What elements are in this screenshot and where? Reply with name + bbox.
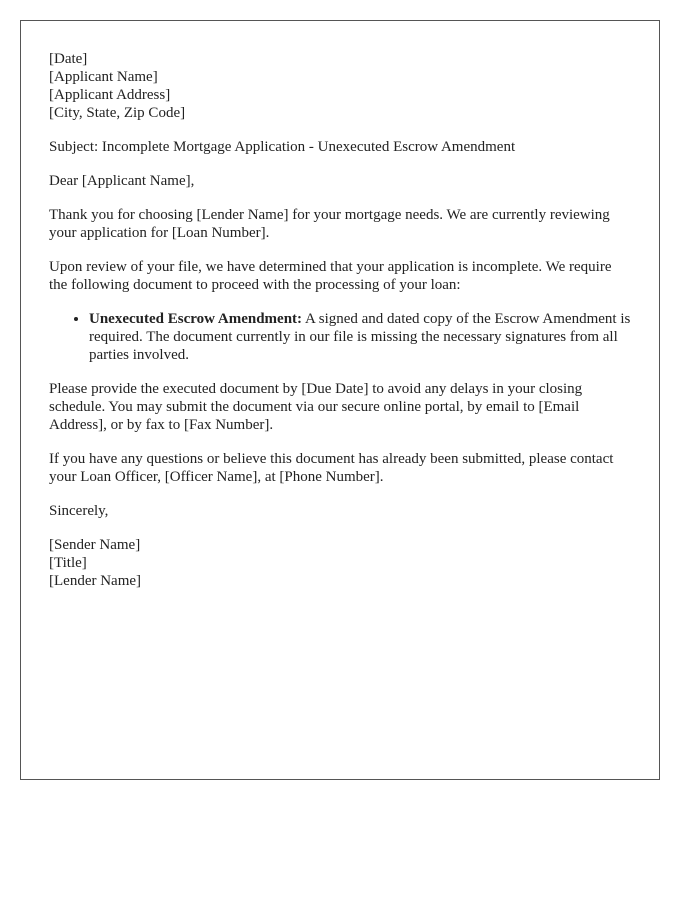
signature-block xyxy=(49,536,631,590)
salutation: Dear [Applicant Name], xyxy=(49,173,195,189)
list-item xyxy=(89,310,631,364)
date-line: [Date] xyxy=(49,51,88,67)
intro-paragraph: Thank you for choosing [Lender Name] for your mortgage needs. We are currently reviewing your application for [Loan Number]. xyxy=(49,207,610,241)
sender-name-line: [Sender Name] xyxy=(49,537,141,553)
document-title: Unexecuted Escrow Amendment: xyxy=(89,311,303,327)
lender-name-line: [Lender Name] xyxy=(49,573,142,589)
subject-line: Subject: Incomplete Mortgage Application - Unexecuted Escrow Amendment xyxy=(49,139,516,155)
city-state-zip-line: [City, State, Zip Code] xyxy=(49,105,186,121)
deadline-paragraph: Please provide the executed document by [Due Date] to avoid any delays in your closing schedule. You may submit the document via our secure online portal, by email to [Email Address], or by fax to [Fax Number]. xyxy=(49,381,583,433)
required-documents-list xyxy=(49,310,631,364)
recipient-address-block xyxy=(49,50,631,122)
closing: Sincerely, xyxy=(49,503,109,519)
review-paragraph: Upon review of your file, we have determined that your application is incomplete. We require the following document to proceed with the processing of your loan: xyxy=(49,259,612,293)
sender-title-line: [Title] xyxy=(49,555,87,571)
letter-page xyxy=(20,20,660,780)
contact-paragraph: If you have any questions or believe this document has already been submitted, please contact your Loan Officer, [Officer Name], at [Phone Number]. xyxy=(49,451,614,485)
document-description: A signed and dated copy of the Escrow Amendment is required. The document currently in our file is missing the necessary signatures from all parties involved. xyxy=(89,311,631,363)
applicant-address-line: [Applicant Address] xyxy=(49,87,171,103)
applicant-name-line: [Applicant Name] xyxy=(49,69,158,85)
